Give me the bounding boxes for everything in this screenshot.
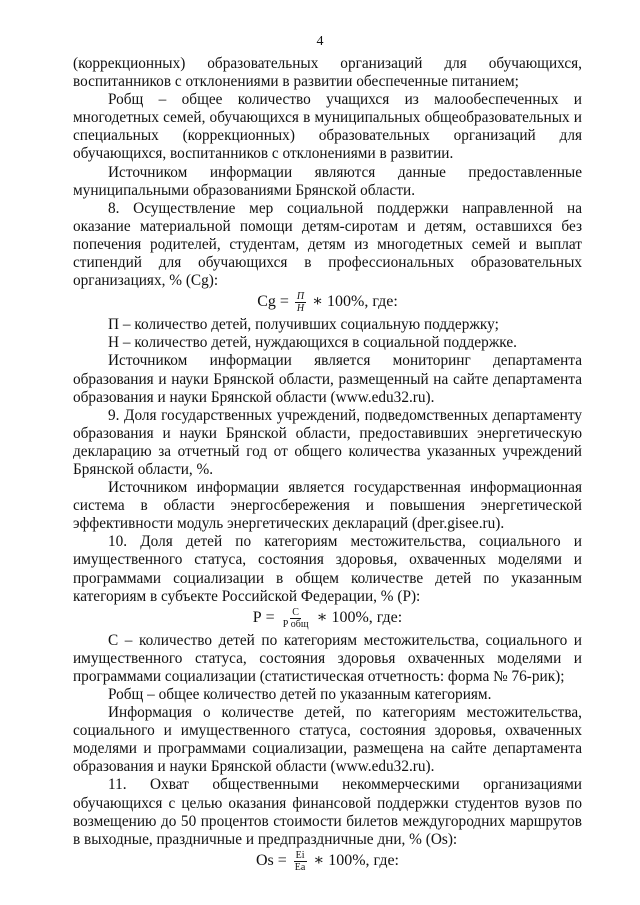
formula-p-numerator: С [292, 606, 299, 618]
paragraph-robshch-definition: Робщ – общее количество учащихся из малообеспеченных и многодетных семей, обучающихся в муниципальных общеобразовательных и специальных (коррекционных) образовательных организаций для обучающихся, воспитанников с отклонениями в развитии. [73, 91, 582, 163]
paragraph-source-monitoring: Источником информации является мониторинг департамента образования и науки Брянской области, размещенный на сайте департамента образования и науки Брянской области (www.edu32.ru). [73, 352, 582, 406]
formula-os-numerator: Ei [295, 849, 305, 861]
formula-cg [73, 291, 582, 314]
formula-p-rhs: ∗ 100%, где: [316, 608, 403, 626]
paragraph-source-municipal: Источником информации являются данные предоставленные муниципальными образованиями Брянской области. [73, 163, 582, 199]
paragraph-source-gisee: Источником информации является государственная информационная система в области энергосбережения и повышения энергетической эффективности модуль энергетических деклараций (dper.gisee.ru). [73, 479, 582, 533]
formula-cg-denominator: Н [296, 303, 305, 315]
paragraph-c-definition: С – количество детей по категориям местожительства, социального и имущественного статуса, состояния здоровья охваченных моделями и программами социализации (статистическая отчетность: форма № 76-рик); [73, 631, 582, 685]
formula-p-denominator: Р общ [282, 618, 309, 630]
formula-p [73, 607, 582, 630]
document-body [73, 55, 582, 875]
formula-cg-lhs: Cg = [257, 293, 289, 311]
formula-cg-fraction [295, 291, 306, 314]
paragraph-continuation: (коррекционных) образовательных организаций для обучающихся, воспитанников с отклонениями в развитии обеспеченные питанием; [73, 55, 582, 91]
formula-p-lhs: Р = [252, 608, 275, 626]
paragraph-item-9: 9. Доля государственных учреждений, подведомственных департаменту образования и науки Брянской области, предоставивших энергетическую декларацию за отчетный год от общего количества указанных учреждений Брянской области, %. [73, 406, 582, 478]
paragraph-robshch-categories: Робщ – общее количество детей по указанным категориям. [108, 686, 492, 703]
formula-os-lhs: Os = [255, 852, 287, 870]
page-number: 4 [316, 34, 324, 49]
formula-os-denominator: Ea [294, 861, 306, 873]
paragraph-item-11: 11. Охват общественными некоммерческими организациями обучающихся с целью оказания финансовой поддержки студентов вузов по возмещению до 50 процентов стоимости билетов междугородних маршрутов в выходные, праздничные и предпраздничные дни, % (Os): [73, 776, 582, 848]
formula-os-rhs: ∗ 100%, где: [313, 852, 399, 870]
paragraph-item-10: 10. Доля детей по категориям местожительства, социального и имущественного статуса, состояния здоровья, охваченных моделями и программами социализации в общем количестве детей по указанным категориям в субъекте Российской Федерации, % (Р): [73, 533, 582, 605]
formula-cg-rhs: ∗ 100%, где: [312, 293, 398, 311]
paragraph-item-8: 8. Осуществление мер социальной поддержки направленной на оказание материальной помощи детям-сиротам и детям, оставшихся без попечения родителей, студентам, детям из многодетных семей и выплат стипендий для обучающихся в профессиональных образовательных организациях, % (Cg): [73, 199, 582, 290]
paragraph-info-socialization: Информация о количестве детей, по категориям местожительства, социального и имущественного статуса, состояния здоровья, охваченных моделями и программами социализации, размещена на сайте департамента образования и науки Брянской области (www.edu32.ru). [73, 704, 582, 776]
paragraph-p-definition: П – количество детей, получивших социальную поддержку; [108, 316, 499, 334]
formula-os-fraction [293, 850, 308, 873]
paragraph-n-definition: Н – количество детей, нуждающихся в социальной поддержке. [108, 334, 517, 352]
formula-cg-numerator: П [296, 291, 305, 303]
formula-os [73, 850, 582, 873]
formula-p-fraction [281, 607, 311, 630]
